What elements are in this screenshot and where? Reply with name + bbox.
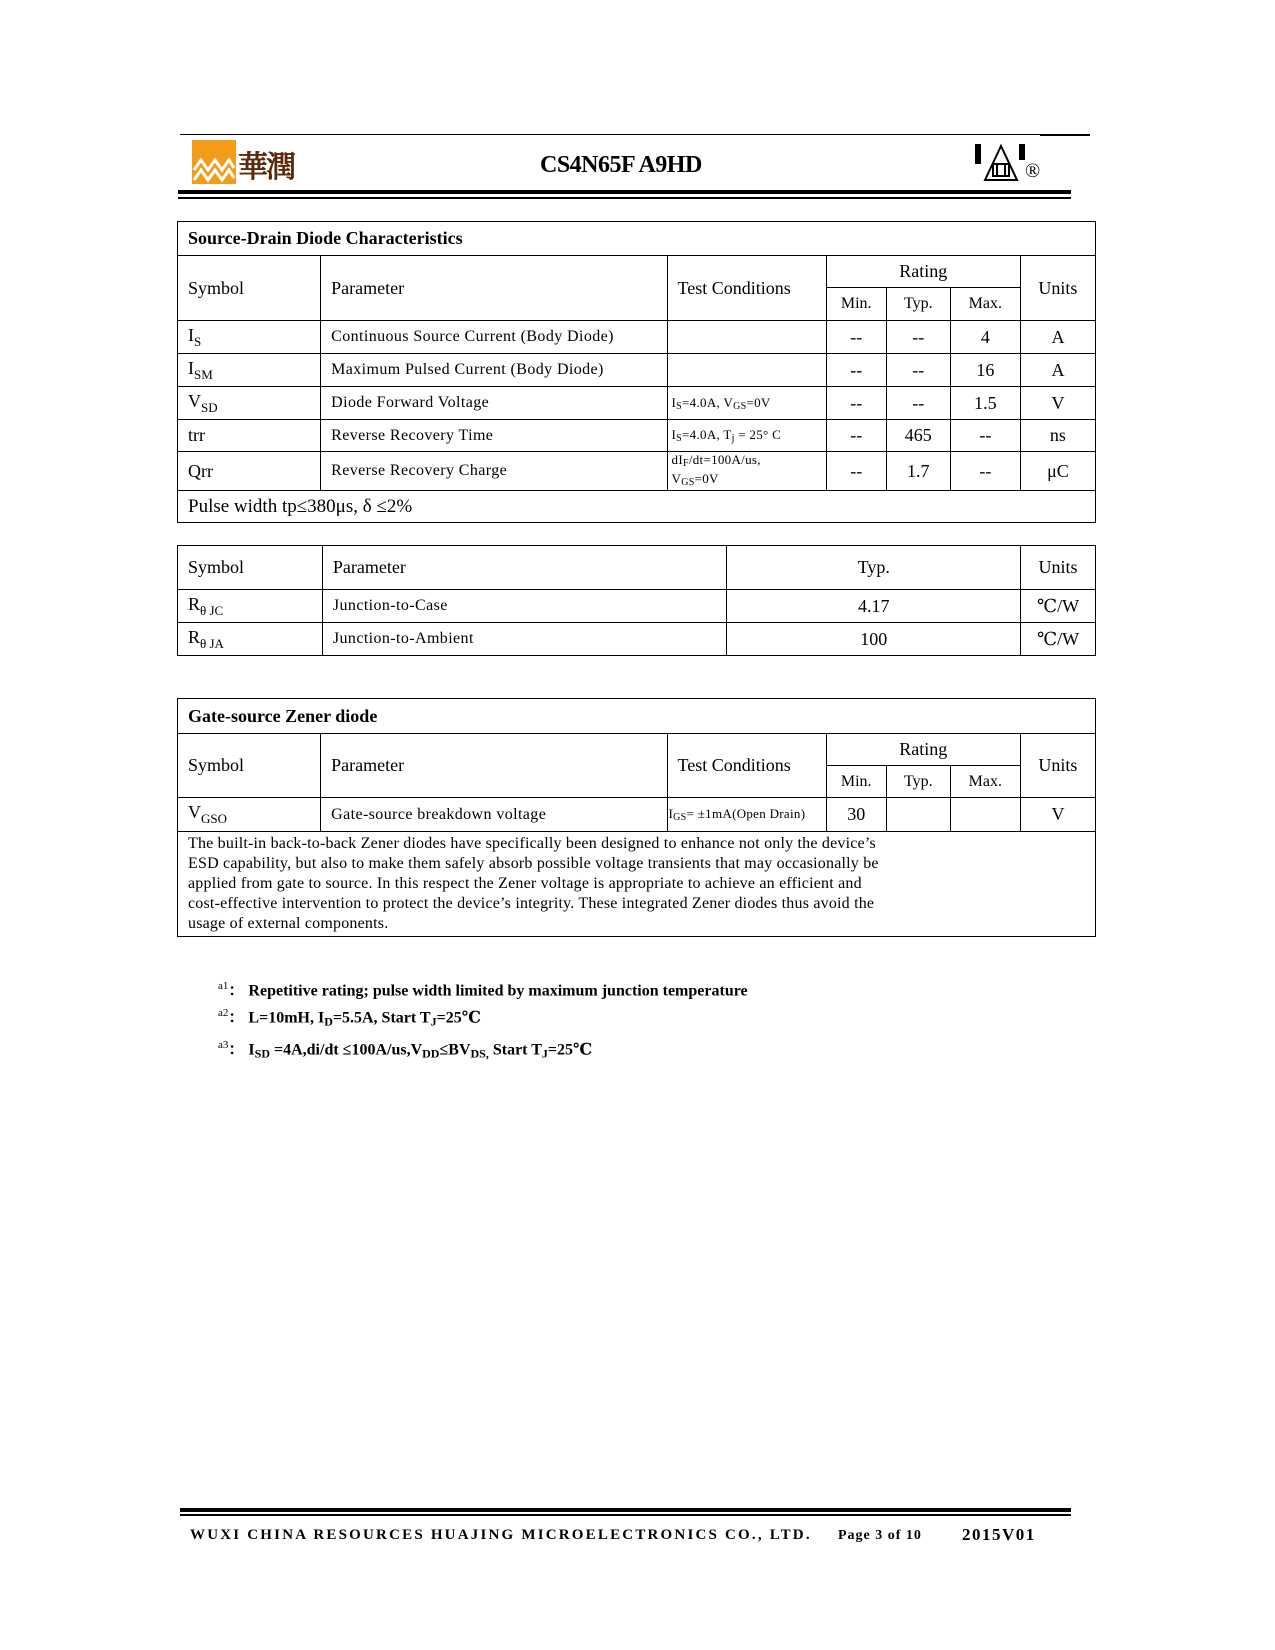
min-cell: -- xyxy=(826,420,886,452)
max-cell: 16 xyxy=(950,354,1020,387)
thermal-resistance-table xyxy=(177,545,1096,656)
header-min: Min. xyxy=(826,288,886,321)
min-cell: -- xyxy=(826,321,886,354)
unit-cell: μC xyxy=(1020,452,1095,491)
parameter-cell: Junction-to-Case xyxy=(322,590,727,623)
min-cell: -- xyxy=(826,387,886,420)
header-typ: Typ. xyxy=(886,766,950,798)
condition-cell: $I_S=4.0A$, $V_{GS}=0V$ xyxy=(667,387,826,420)
header-symbol: Symbol xyxy=(178,734,321,798)
header-typ: Typ. xyxy=(886,288,950,321)
symbol-cell: $V_{GSO}$ xyxy=(178,798,321,832)
pulse-width-note: Pulse width tp≤380μs, δ ≤2% xyxy=(178,491,1096,523)
logo-text: 華潤 xyxy=(238,151,294,184)
footer-company: WUXI CHINA RESOURCES HUAJING MICROELECTRONICS CO., LTD. xyxy=(190,1527,812,1543)
unit-cell: V xyxy=(1020,387,1095,420)
header-test-conditions: Test Conditions xyxy=(667,256,826,321)
table-row xyxy=(178,452,1096,491)
header-rule-thin xyxy=(178,197,1071,199)
symbol-cell: $V_{SD}$ xyxy=(178,387,321,420)
typ-cell: 465 xyxy=(886,420,950,452)
typ-cell: 1.7 xyxy=(886,452,950,491)
table-row xyxy=(178,321,1096,354)
logo-mark-icon xyxy=(192,140,236,184)
footnote-a3: $^{a3}$： ISD =4A,di/dt ≤100A/us,VDD≤BVDS, Start TJ=25℃ xyxy=(218,1038,593,1060)
condition-cell: dIF/dt=100A/us, VGS=0V xyxy=(667,452,826,491)
parameter-cell: Reverse Recovery Charge xyxy=(321,452,667,491)
footnotes xyxy=(218,975,748,1065)
typ-cell: -- xyxy=(886,354,950,387)
typ-cell: -- xyxy=(886,321,950,354)
header-top-rule-right xyxy=(1040,134,1090,136)
header-units: Units xyxy=(1020,256,1095,321)
footer-page-number: Page 3 of 10 xyxy=(838,1528,922,1543)
parameter-cell: Maximum Pulsed Current (Body Diode) xyxy=(321,354,667,387)
table-row xyxy=(178,387,1096,420)
max-cell: -- xyxy=(950,452,1020,491)
parameter-cell: Diode Forward Voltage xyxy=(321,387,667,420)
document-title: CS4N65F A9HD xyxy=(540,152,702,178)
header-units: Units xyxy=(1020,734,1095,798)
parameter-cell: Gate-source breakdown voltage xyxy=(321,798,667,832)
max-cell: -- xyxy=(950,420,1020,452)
zener-diode-table xyxy=(177,698,1096,937)
table-row xyxy=(178,798,1096,832)
footer-rule-thin xyxy=(180,1514,1071,1516)
header-parameter: Parameter xyxy=(322,546,727,590)
unit-cell: ℃/W xyxy=(1021,623,1096,656)
footnote-a2: $^{a2}$： L=10mH, ID=5.5A, Start TJ=25℃ xyxy=(218,1007,481,1029)
section-title: Gate-source Zener diode xyxy=(178,699,1096,734)
unit-cell: ℃/W xyxy=(1021,590,1096,623)
typ-cell: -- xyxy=(886,387,950,420)
header-units: Units xyxy=(1021,546,1096,590)
max-cell: 1.5 xyxy=(950,387,1020,420)
header-rating: Rating xyxy=(826,734,1020,766)
max-cell xyxy=(950,798,1020,832)
symbol-cell: $R_{\theta JC}$ xyxy=(178,590,323,623)
header-symbol: Symbol xyxy=(178,546,323,590)
symbol-cell: trr xyxy=(178,420,321,452)
symbol-cell: Qrr xyxy=(178,452,321,491)
table-row xyxy=(178,623,1096,656)
min-cell: -- xyxy=(826,452,886,491)
unit-cell: A xyxy=(1020,321,1095,354)
symbol-cell: $R_{\theta JA}$ xyxy=(178,623,323,656)
header-test-conditions: Test Conditions xyxy=(667,734,826,798)
header-typ: Typ. xyxy=(727,546,1021,590)
max-cell: 4 xyxy=(950,321,1020,354)
parameter-cell: Junction-to-Ambient xyxy=(322,623,727,656)
typ-cell xyxy=(886,798,950,832)
header-max: Max. xyxy=(950,288,1020,321)
min-cell: 30 xyxy=(826,798,886,832)
unit-cell: ns xyxy=(1020,420,1095,452)
zener-description: The built-in back-to-back Zener diodes have specifically been designed to enhance not only the device’s ESD capability, but also to make them safely absorb possible voltage transients that may occasionally be applied from gate to source. In this respect the Zener voltage is appropriate to achieve an efficient and cost-effective intervention to protect the device’s integrity. These integrated Zener diodes thus avoid the usage of external components. xyxy=(178,832,1096,937)
registered-icon: ® xyxy=(1025,160,1041,182)
parameter-cell: Continuous Source Current (Body Diode) xyxy=(321,321,667,354)
section-title: Source-Drain Diode Characteristics xyxy=(178,222,1096,256)
footer-rule-thick xyxy=(180,1508,1071,1512)
condition-cell: $I_S=4.0A$, $T_j = 25^\circ$ C xyxy=(667,420,826,452)
company-logo xyxy=(192,140,295,184)
symbol-cell: $I_{SM}$ xyxy=(178,354,321,387)
typ-cell: 4.17 xyxy=(727,590,1021,623)
header-rating: Rating xyxy=(826,256,1020,288)
typ-cell: 100 xyxy=(727,623,1021,656)
table-row xyxy=(178,420,1096,452)
footnote-a1: $^{a1}$： Repetitive rating; pulse width limited by maximum junction temperature xyxy=(218,980,748,1000)
condition-cell xyxy=(667,321,826,354)
header-parameter: Parameter xyxy=(321,256,667,321)
condition-cell: IGS= ±1mA(Open Drain) xyxy=(667,798,826,832)
table-row xyxy=(178,354,1096,387)
source-drain-diode-table xyxy=(177,221,1096,523)
parameter-cell: Reverse Recovery Time xyxy=(321,420,667,452)
header-top-rule xyxy=(180,134,1090,135)
min-cell: -- xyxy=(826,354,886,387)
header-max: Max. xyxy=(950,766,1020,798)
footer-version: 2015V01 xyxy=(962,1525,1036,1544)
condition-cell xyxy=(667,354,826,387)
table-row xyxy=(178,590,1096,623)
unit-cell: A xyxy=(1020,354,1095,387)
header-parameter: Parameter xyxy=(321,734,667,798)
symbol-cell: $I_S$ xyxy=(178,321,321,354)
header-min: Min. xyxy=(826,766,886,798)
header-rule-thick xyxy=(178,190,1071,194)
header-symbol: Symbol xyxy=(178,256,321,321)
unit-cell: V xyxy=(1020,798,1095,832)
